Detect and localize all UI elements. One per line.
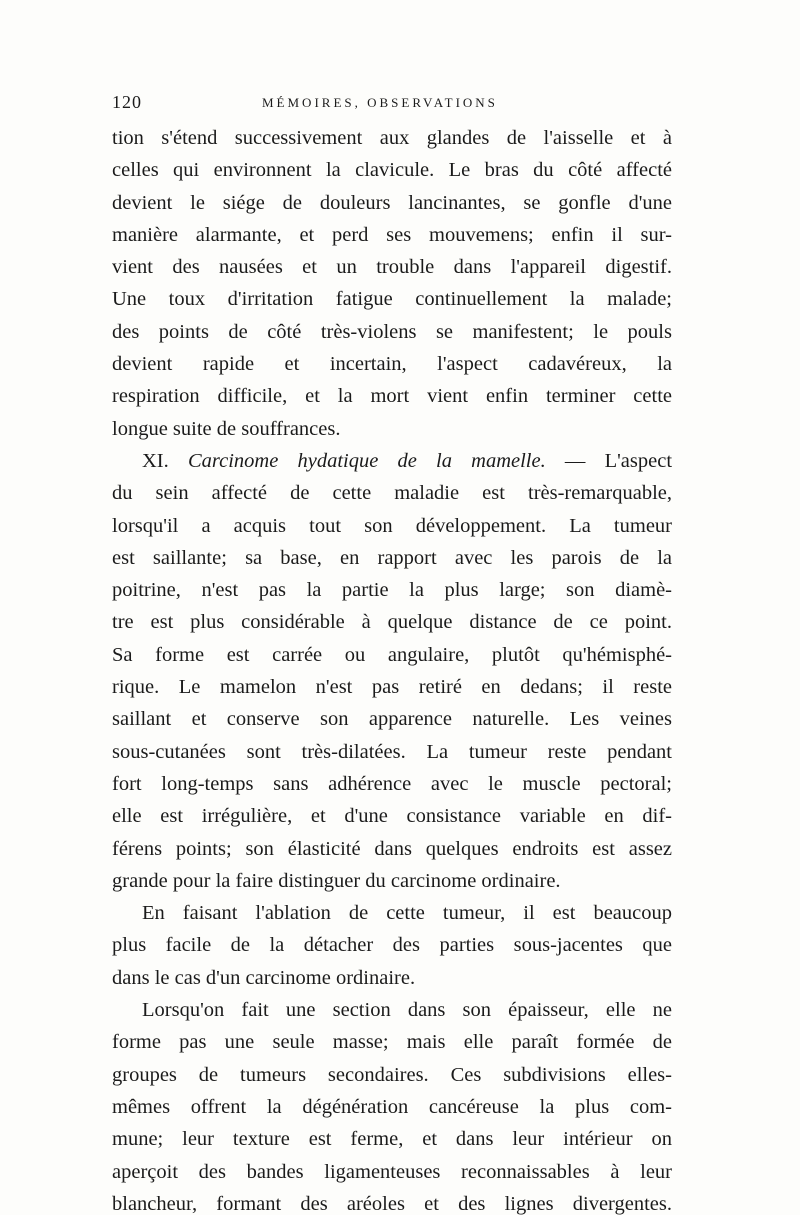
- text-line: mune; leur texture est ferme, et dans leur intérieur on: [112, 1128, 672, 1151]
- text-line: tre est plus considérable à quelque distance de ce point.: [112, 611, 672, 634]
- text-line: celles qui environnent la clavicule. Le bras du côté affecté: [112, 159, 672, 182]
- text-line: respiration difficile, et la mort vient enfin terminer cette: [112, 385, 672, 408]
- text-line: elle est irrégulière, et d'une consistance variable en dif-: [112, 805, 672, 828]
- text-line: plus facile de la détacher des parties sous-jacentes que: [112, 934, 672, 957]
- running-title: MÉMOIRES, OBSERVATIONS: [262, 95, 498, 110]
- section-title: Carcinome hydatique de la mamelle.: [187, 449, 546, 472]
- body-text: [112, 122, 672, 1220]
- section-heading-line: [112, 445, 672, 477]
- text-line: devient rapide et incertain, l'aspect cadavéreux, la: [112, 353, 672, 376]
- text-line: longue suite de souffrances.: [112, 417, 341, 440]
- text-line: sous-cutanées sont très-dilatées. La tumeur reste pendant: [112, 740, 672, 763]
- text-line: fort long-temps sans adhérence avec le muscle pectoral;: [112, 772, 672, 795]
- text-line: forme pas une seule masse; mais elle paraît formée de: [112, 1031, 672, 1054]
- text-line: Sa forme est carrée ou angulaire, plutôt qu'hémisphé-: [112, 643, 672, 666]
- text-line: blancheur, formant des aréoles et des lignes divergentes.: [112, 1192, 672, 1215]
- page-number: 120: [112, 92, 142, 112]
- text-line: groupes de tumeurs secondaires. Ces subdivisions elles-: [112, 1063, 672, 1086]
- text-line: manière alarmante, et perd ses mouvemens; enfin il sur-: [112, 223, 672, 246]
- text-line: du sein affecté de cette maladie est très-remarquable,: [112, 482, 672, 505]
- section-label: XI.: [142, 449, 169, 472]
- text-line: est saillante; sa base, en rapport avec les parois de la: [112, 546, 672, 569]
- section-intro: — L'aspect: [564, 449, 672, 472]
- text-line: poitrine, n'est pas la partie la plus large; son diamè-: [112, 579, 672, 602]
- text-line: tion s'étend successivement aux glandes de l'aisselle et à: [112, 127, 672, 149]
- text-line: mêmes offrent la dégénération cancéreuse la plus com-: [112, 1095, 672, 1118]
- text-line: lorsqu'il a acquis tout son développement. La tumeur: [112, 514, 672, 537]
- text-line: vient des nausées et un trouble dans l'appareil digestif.: [112, 256, 672, 279]
- text-line: des points de côté très-violens se manifestent; le pouls: [112, 320, 672, 343]
- running-header: [112, 92, 672, 116]
- text-line: dans le cas d'un carcinome ordinaire.: [112, 966, 416, 989]
- text-line: saillant et conserve son apparence naturelle. Les veines: [112, 708, 672, 731]
- paragraph-first-line: En faisant l'ablation de cette tumeur, il est beaucoup: [142, 902, 672, 925]
- text-line: aperçoit des bandes ligamenteuses reconnaissables à leur: [112, 1160, 672, 1183]
- text-line: Une toux d'irritation fatigue continuellement la malade;: [112, 288, 672, 311]
- text-line: férens points; son élasticité dans quelques endroits est assez: [112, 837, 672, 860]
- paragraph-first-line: Lorsqu'on fait une section dans son épaisseur, elle ne: [142, 999, 672, 1022]
- text-line: rique. Le mamelon n'est pas retiré en dedans; il reste: [112, 676, 672, 699]
- text-line: devient le siége de douleurs lancinantes, se gonfle d'une: [112, 191, 672, 214]
- text-line: grande pour la faire distinguer du carcinome ordinaire.: [112, 869, 561, 892]
